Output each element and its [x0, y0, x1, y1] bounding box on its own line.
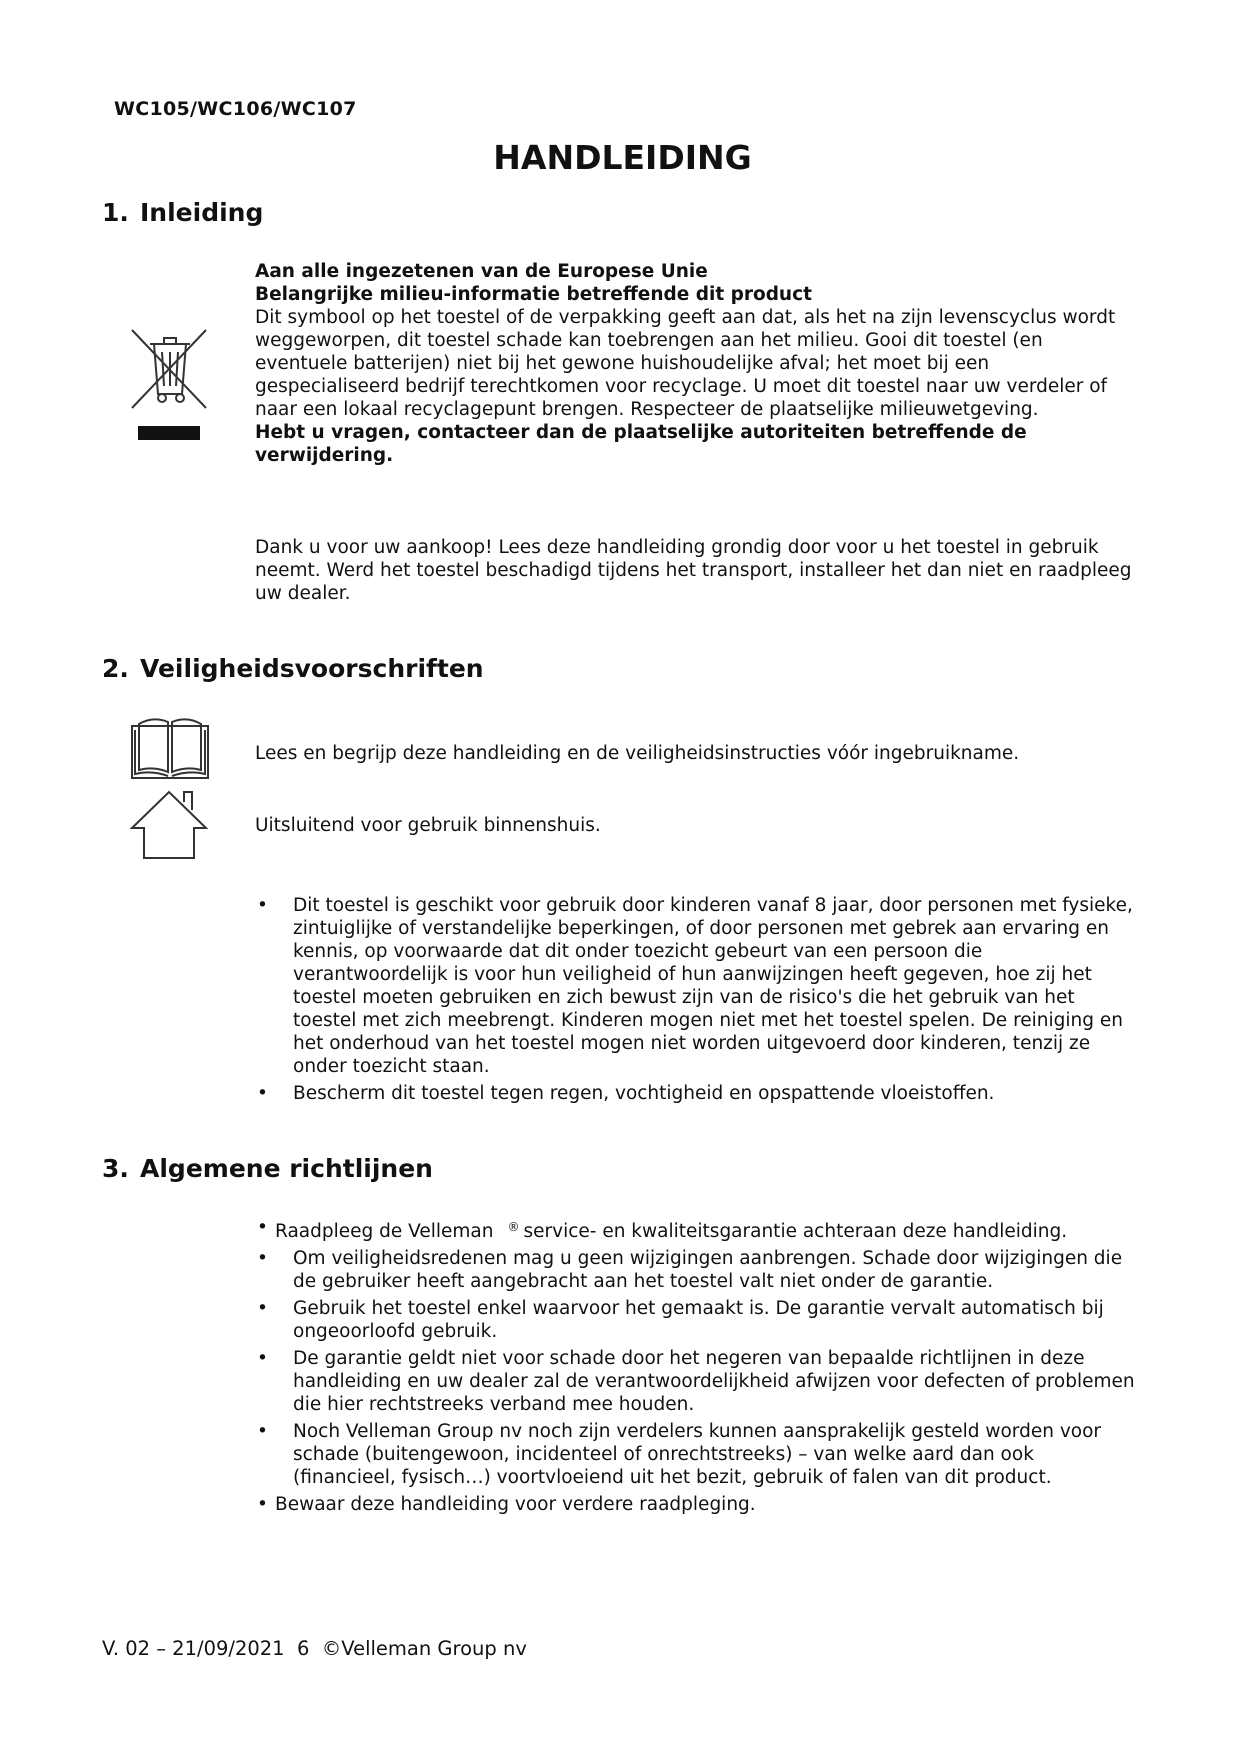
- questions-text: Hebt u vragen, contacteer dan de plaatselijke autoriteiten betreffende de verwijdering.: [255, 422, 1027, 466]
- thanks-text: Dank u voor uw aankoop! Lees deze handleiding grondig door voor u het toestel in gebruik neemt. Werd het toestel beschadigd tijdens het transport, installeer het dan niet en raadpleeg uw dealer.: [255, 537, 1132, 604]
- env-text: Dit symbool op het toestel of de verpakking geeft aan dat, als het na zijn levenscyclus wordt weggeworpen, dit toestel schade kan toebrengen aan het milieu. Gooi dit toestel (en eventuele batterijen) niet bij het gewone huishoudelijke afval; het moet bij een gespecialiseerd bedrijf terechtkomen voor recyclage. U moet dit toestel naar uw verdeler of naar een lokaal recyclagepunt brengen. Respecteer de plaatselijke milieuwetgeving.: [255, 307, 1116, 420]
- section-heading-safety: 2. Veiligheidsvoorschriften: [102, 654, 484, 683]
- bullet-icon: •: [257, 1494, 268, 1515]
- eu-heading: Aan alle ingezetenen van de Europese Unie: [255, 261, 708, 282]
- section-heading-introduction: 1. Inleiding: [102, 198, 264, 227]
- list-item: • Bescherm dit toestel tegen regen, vochtigheid en opspattende vloeistoffen.: [257, 1083, 995, 1104]
- list-item: • Dit toestel is geschikt voor gebruik door kinderen vanaf 8 jaar, door personen met fysieke, zintuiglijke of verstandelijke beperkingen, of door personen met gebrek aan ervaring en kennis, op voorwaarde dat dit onder toezicht gebeurt van een persoon die verantwoordelijk is voor hun veiligheid of hun aanwijzingen heeft gegeven, hoe zij het toestel moeten gebruiken en zich bewust zijn van de risico's die het gebruik van het toestel met zich meebrengt. Kinderen mogen niet met het toestel spelen. De reiniging en het onderhoud van het toestel mogen niet worden uitgevoerd door kinderen, tenzij ze onder toezicht staan.: [257, 895, 1133, 1077]
- bullet-icon: •: [257, 1298, 268, 1319]
- model-number: WC105/WC106/WC107: [114, 98, 357, 120]
- bullet-icon: •: [257, 1348, 268, 1369]
- env-heading: Belangrijke milieu-informatie betreffende dit product: [255, 284, 812, 305]
- list-item: • Raadpleeg de Velleman ® service- en kwaliteitsgarantie achteraan deze handleiding.: [257, 1217, 1068, 1242]
- house-indoor-icon: [128, 788, 210, 860]
- environment-info: [255, 260, 1135, 467]
- bullet-icon: •: [257, 1421, 268, 1442]
- read-manual-text: Lees en begrijp deze handleiding en de veiligheidsinstructies vóór ingebruikname.: [255, 743, 1020, 764]
- book-icon: [131, 718, 209, 780]
- list-item: • Om veiligheidsredenen mag u geen wijzigingen aanbrengen. Schade door wijzigingen die de gebruiker heeft aangebracht aan het toestel valt niet onder de garantie.: [257, 1248, 1123, 1292]
- registered-mark: ®: [507, 1220, 520, 1234]
- weee-bin-icon: [128, 326, 210, 446]
- document-title: HANDLEIDING: [493, 138, 752, 177]
- indoor-text: Uitsluitend voor gebruik binnenshuis.: [255, 815, 601, 836]
- bullet-icon: •: [257, 1083, 268, 1104]
- general-list: [255, 1216, 1135, 1520]
- list-item: • Gebruik het toestel enkel waarvoor het gemaakt is. De garantie vervalt automatisch bij ongeoorloofd gebruik.: [257, 1298, 1104, 1342]
- safety-list: [255, 894, 1135, 1109]
- list-item: • De garantie geldt niet voor schade door het negeren van bepaalde richtlijnen in deze handleiding en uw dealer zal de verantwoordelijkheid afwijzen voor defecten of problemen die hier rechtstreeks verband mee houden.: [257, 1348, 1135, 1415]
- list-item: • Bewaar deze handleiding voor verdere raadpleging.: [257, 1494, 756, 1515]
- section-heading-general: 3. Algemene richtlijnen: [102, 1154, 433, 1183]
- list-item: • Noch Velleman Group nv noch zijn verdelers kunnen aansprakelijk gesteld worden voor schade (buitengewoon, incidenteel of onrechtstreeks) – van welke aard dan ook (financieel, fysisch…) voortvloeiend uit het bezit, gebruik of falen van dit product.: [257, 1421, 1102, 1488]
- bullet-icon: •: [257, 895, 268, 916]
- bullet-icon: •: [257, 1217, 268, 1238]
- footer-version: V. 02 – 21/09/2021 6 ©Velleman Group nv: [102, 1637, 527, 1660]
- bullet-icon: •: [257, 1248, 268, 1269]
